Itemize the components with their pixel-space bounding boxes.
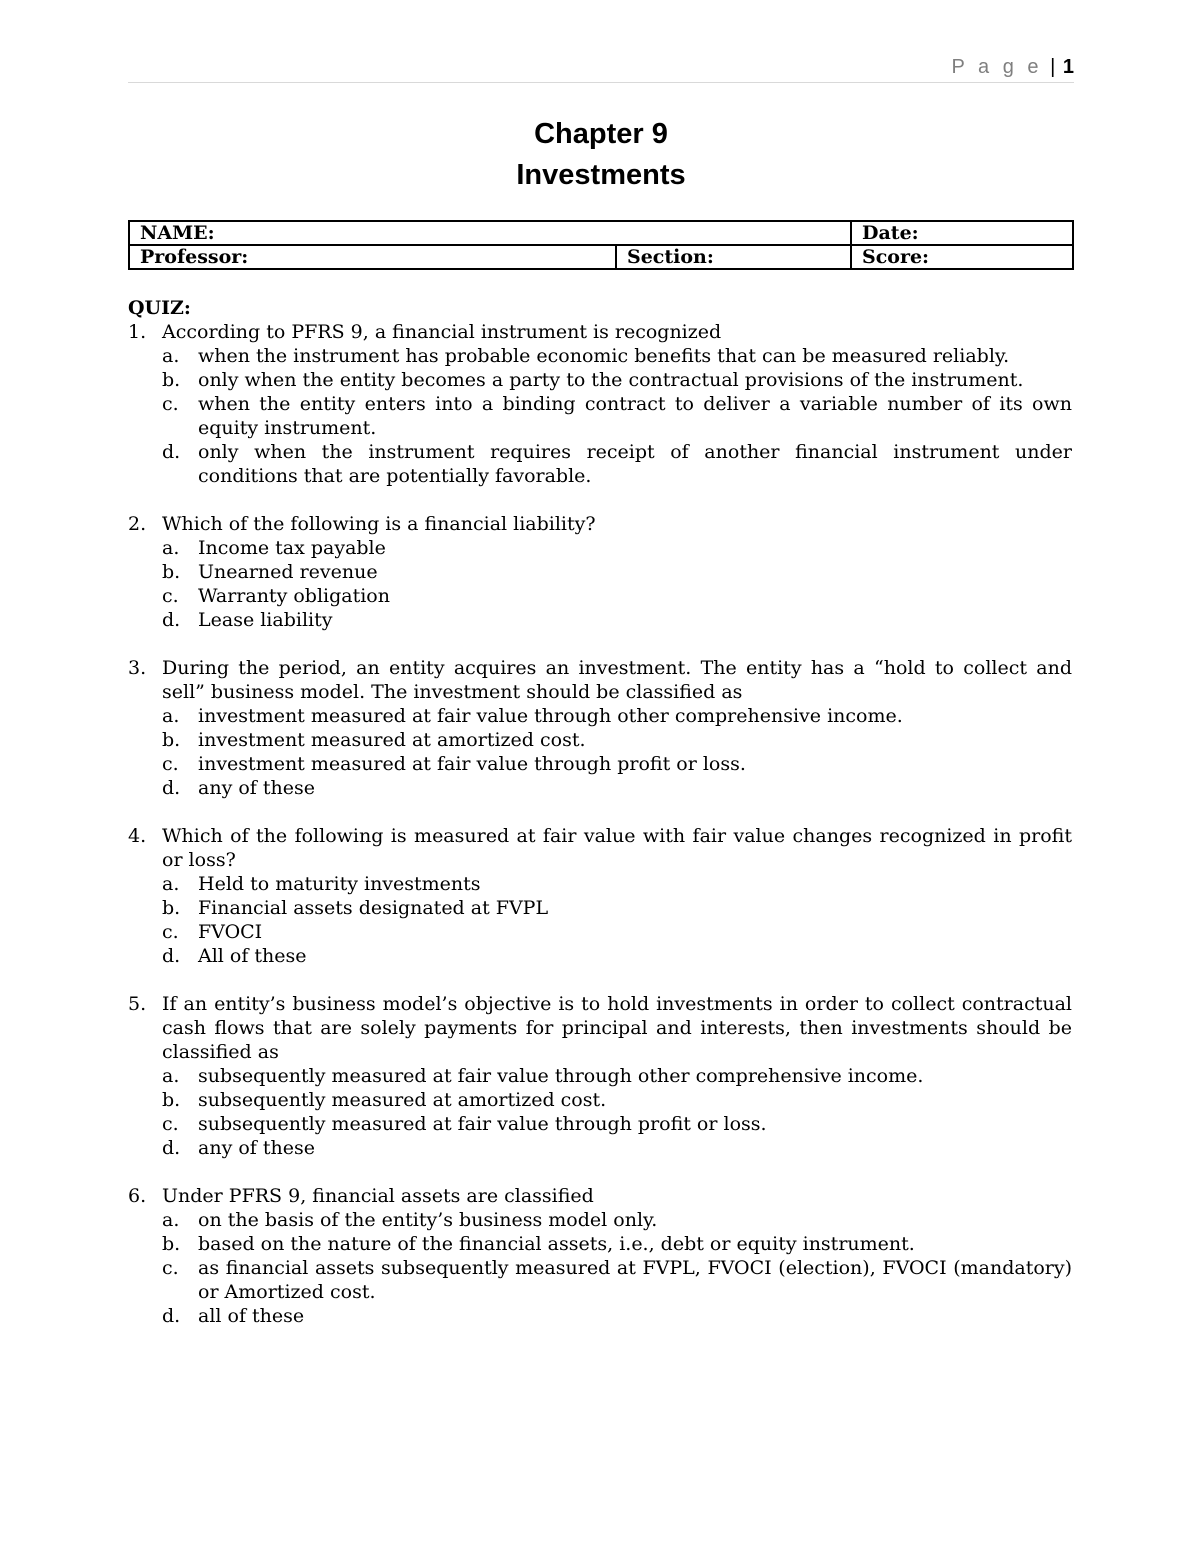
option-text: all of these: [198, 1305, 305, 1327]
page-header: [128, 56, 1074, 83]
answer-option: [128, 1256, 1072, 1304]
option-text: only when the instrument requires receipt of another financial instrument under conditions that are potentially favorable.: [198, 441, 1072, 487]
name-cell: NAME:: [129, 221, 851, 245]
question-text: Which of the following is measured at fair value with fair value changes recognized in profit or loss?: [162, 825, 1072, 871]
option-text: based on the nature of the financial assets, i.e., debt or equity instrument.: [198, 1233, 915, 1255]
option-letter: b.: [162, 1233, 181, 1255]
question-item: [128, 824, 1072, 968]
option-letter: c.: [162, 393, 179, 415]
option-text: when the instrument has probable economic benefits that can be measured reliably.: [198, 345, 1010, 367]
option-letter: d.: [162, 609, 181, 631]
question-item: [128, 512, 1072, 632]
document-title: [128, 114, 1074, 196]
option-letter: d.: [162, 1137, 181, 1159]
chapter-title: Chapter 9: [534, 118, 668, 150]
question-stem: [128, 1184, 1072, 1208]
info-row-name: [129, 221, 1073, 245]
answer-option: [128, 920, 1072, 944]
option-text: Held to maturity investments: [198, 873, 481, 895]
answer-option: [128, 440, 1072, 488]
question-text: During the period, an entity acquires an investment. The entity has a “hold to collect and sell” business model. The investment should be classified as: [162, 657, 1072, 703]
answer-option: [128, 872, 1072, 896]
info-row-professor: [129, 245, 1073, 269]
question-stem: [128, 656, 1072, 704]
option-letter: d.: [162, 777, 181, 799]
page-separator: |: [1050, 56, 1056, 78]
date-cell: Date:: [851, 221, 1073, 245]
chapter-subtitle: Investments: [516, 159, 686, 191]
professor-cell: Professor:: [129, 245, 616, 269]
option-text: subsequently measured at fair value through other comprehensive income.: [198, 1065, 924, 1087]
answer-option: [128, 1064, 1072, 1088]
answer-option: [128, 368, 1072, 392]
question-stem: [128, 824, 1072, 872]
answer-option: [128, 536, 1072, 560]
answer-option: [128, 584, 1072, 608]
option-text: FVOCI: [198, 921, 263, 943]
answer-option: [128, 344, 1072, 368]
option-text: subsequently measured at fair value through profit or loss.: [198, 1113, 767, 1135]
answer-option: [128, 1208, 1072, 1232]
student-info-table: [128, 220, 1074, 270]
option-letter: a.: [162, 705, 180, 727]
page-label: P a g e: [951, 56, 1043, 78]
question-number: 6.: [128, 1185, 147, 1207]
quiz-section: [128, 296, 1072, 1352]
option-letter: d.: [162, 945, 181, 967]
option-text: Warranty obligation: [198, 585, 390, 607]
question-stem: [128, 512, 1072, 536]
answer-option: [128, 1136, 1072, 1160]
answer-option: [128, 560, 1072, 584]
option-text: Lease liability: [198, 609, 333, 631]
question-stem: [128, 992, 1072, 1064]
question-item: [128, 320, 1072, 488]
option-text: Unearned revenue: [198, 561, 378, 583]
answer-option: [128, 1304, 1072, 1328]
question-number: 4.: [128, 825, 147, 847]
option-letter: c.: [162, 585, 179, 607]
option-letter: b.: [162, 897, 181, 919]
question-number: 2.: [128, 513, 147, 535]
option-text: subsequently measured at amortized cost.: [198, 1089, 607, 1111]
option-text: only when the entity becomes a party to the contractual provisions of the instrument.: [198, 369, 1024, 391]
answer-option: [128, 704, 1072, 728]
option-letter: b.: [162, 1089, 181, 1111]
option-letter: c.: [162, 1257, 179, 1279]
option-letter: d.: [162, 1305, 181, 1327]
question-text: According to PFRS 9, a financial instrument is recognized: [162, 321, 722, 343]
answer-option: [128, 1232, 1072, 1256]
option-text: any of these: [198, 1137, 315, 1159]
question-item: [128, 1184, 1072, 1328]
option-letter: a.: [162, 537, 180, 559]
option-text: Income tax payable: [198, 537, 386, 559]
option-text: Financial assets designated at FVPL: [198, 897, 549, 919]
answer-option: [128, 1088, 1072, 1112]
answer-option: [128, 728, 1072, 752]
option-text: All of these: [198, 945, 307, 967]
question-number: 1.: [128, 321, 147, 343]
question-text: Which of the following is a financial liability?: [162, 513, 596, 535]
answer-option: [128, 776, 1072, 800]
option-text: any of these: [198, 777, 315, 799]
option-letter: b.: [162, 561, 181, 583]
quiz-heading: QUIZ:: [128, 297, 191, 319]
question-stem: [128, 320, 1072, 344]
option-text: on the basis of the entity’s business model only.: [198, 1209, 658, 1231]
question-text: If an entity’s business model’s objective is to hold investments in order to collect contractual cash flows that are solely payments for principal and interests, then investments should be classified as: [162, 993, 1072, 1063]
option-letter: a.: [162, 345, 180, 367]
option-letter: c.: [162, 1113, 179, 1135]
option-letter: b.: [162, 369, 181, 391]
question-list: [128, 320, 1072, 1328]
answer-option: [128, 392, 1072, 440]
question-number: 3.: [128, 657, 147, 679]
option-text: when the entity enters into a binding contract to deliver a variable number of its own equity instrument.: [198, 393, 1072, 439]
option-letter: b.: [162, 729, 181, 751]
question-number: 5.: [128, 993, 147, 1015]
option-text: investment measured at fair value through other comprehensive income.: [198, 705, 903, 727]
answer-option: [128, 608, 1072, 632]
answer-option: [128, 1112, 1072, 1136]
question-item: [128, 992, 1072, 1160]
option-letter: c.: [162, 753, 179, 775]
answer-option: [128, 896, 1072, 920]
option-text: investment measured at fair value through profit or loss.: [198, 753, 746, 775]
option-letter: d.: [162, 441, 181, 463]
section-cell: Section:: [616, 245, 851, 269]
option-letter: a.: [162, 873, 180, 895]
question-text: Under PFRS 9, financial assets are classified: [162, 1185, 594, 1207]
answer-option: [128, 752, 1072, 776]
option-letter: a.: [162, 1065, 180, 1087]
score-cell: Score:: [851, 245, 1073, 269]
answer-option: [128, 944, 1072, 968]
question-item: [128, 656, 1072, 800]
option-text: investment measured at amortized cost.: [198, 729, 586, 751]
option-letter: c.: [162, 921, 179, 943]
page-number: 1: [1062, 56, 1074, 78]
option-text: as financial assets subsequently measured at FVPL, FVOCI (election), FVOCI (mandatory) or Amortized cost.: [198, 1257, 1072, 1303]
option-letter: a.: [162, 1209, 180, 1231]
